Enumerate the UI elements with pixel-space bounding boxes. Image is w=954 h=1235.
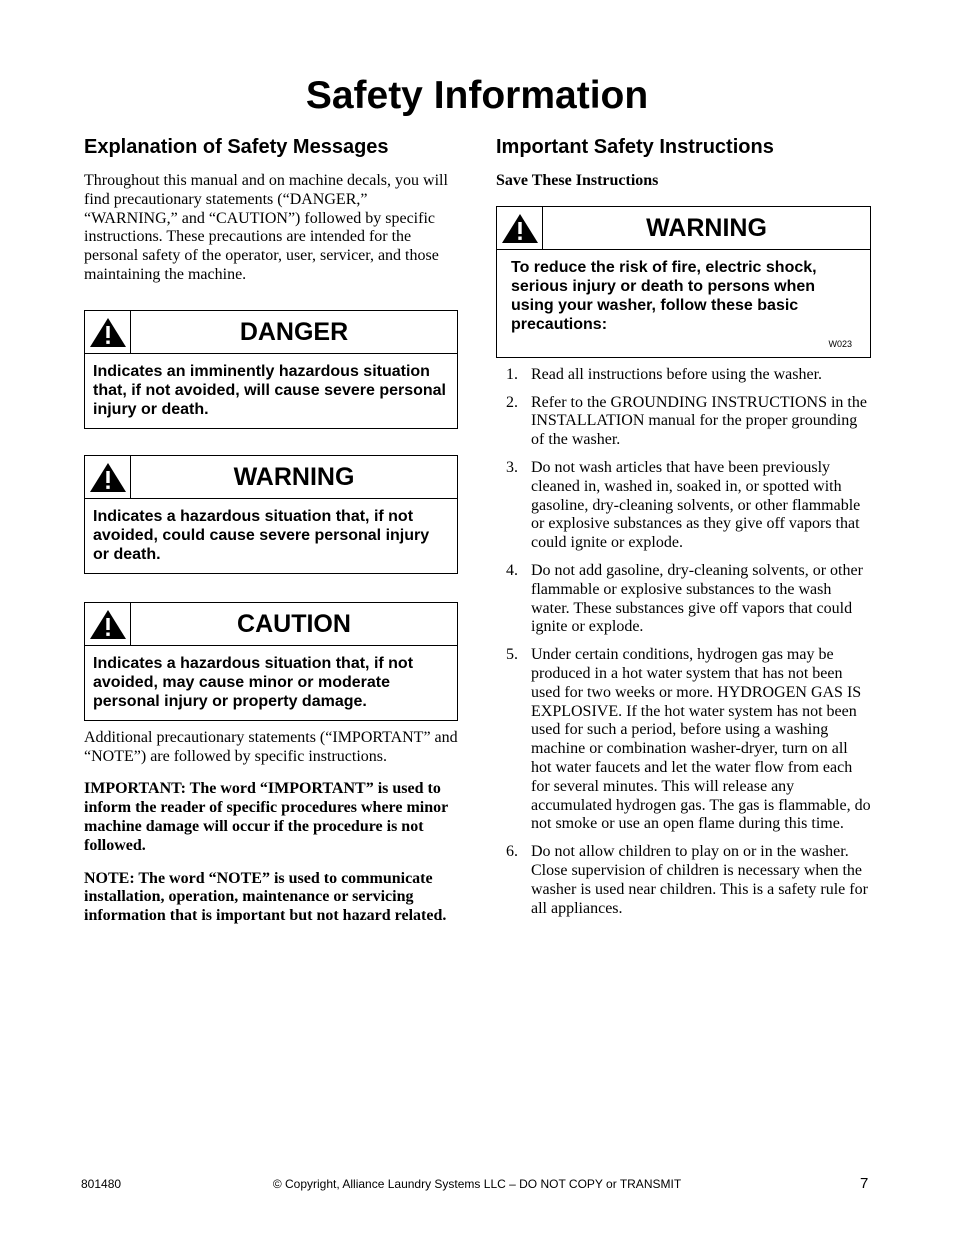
warning-triangle-icon bbox=[501, 212, 539, 244]
danger-text: Indicates an imminently hazardous situation that, if not avoided, will cause severe personal injury or death. bbox=[93, 362, 446, 418]
section-heading-instructions: Important Safety Instructions bbox=[496, 136, 774, 158]
page-number: 7 bbox=[860, 1175, 869, 1192]
right-column bbox=[496, 134, 871, 927]
caution-box bbox=[84, 602, 458, 721]
warning-box bbox=[84, 455, 458, 574]
danger-box bbox=[84, 310, 458, 429]
caution-signal-word: CAUTION bbox=[237, 609, 351, 638]
warning-triangle-icon bbox=[89, 461, 127, 493]
list-item: 4. Do not add gasoline, dry-cleaning solvents, or other flammable or explosive substances to the wash water. These substances give off vapors that could ignite or explode. bbox=[506, 561, 863, 636]
warning-triangle-icon bbox=[89, 316, 127, 348]
important-paragraph: IMPORTANT: The word “IMPORTANT” is used to inform the reader of specific procedures where minor machine damage will occur if the procedure is not followed. bbox=[84, 780, 448, 854]
list-item: 6. Do not allow children to play on or in the washer. Close supervision of children is necessary when the washer is used near children. This is a safety rule for all appliances. bbox=[506, 843, 868, 917]
washer-warning-signal-word: WARNING bbox=[646, 213, 767, 242]
washer-warning-text: To reduce the risk of fire, electric shock, serious injury or death to persons when using your washer, follow these basic precautions: bbox=[511, 258, 817, 333]
list-item: 5. Under certain conditions, hydrogen gas may be produced in a hot water system that has not been used for two weeks or more. HYDROGEN GAS IS EXPLOSIVE. If the hot water system has not been used for such a period, before using a washing machine or combination washer-dryer, turn on all hot water faucets and let the water flow from each for several minutes. This will release any accumulated hydrogen gas. The gas is flammable, do not smoke or use an open flame during this time. bbox=[506, 646, 871, 833]
copyright-notice: © Copyright, Alliance Laundry Systems LLC – DO NOT COPY or TRANSMIT bbox=[272, 1177, 682, 1191]
washer-warning-box bbox=[496, 206, 871, 358]
danger-signal-word: DANGER bbox=[239, 317, 349, 346]
additional-statements-paragraph: Additional precautionary statements (“IMPORTANT” and “NOTE”) are followed by specific instructions. bbox=[84, 728, 458, 765]
warning-code: W023 bbox=[828, 338, 852, 349]
page-title: Safety Information bbox=[305, 74, 649, 117]
caution-text: Indicates a hazardous situation that, if not avoided, may cause minor or moderate personal injury or property damage. bbox=[93, 654, 414, 710]
doc-number: 801480 bbox=[81, 1177, 122, 1191]
list-item: 2. Refer to the GROUNDING INSTRUCTIONS in the INSTALLATION manual for the proper grounding of the washer. bbox=[506, 393, 867, 449]
instructions-list bbox=[496, 366, 871, 919]
left-column bbox=[84, 134, 458, 940]
intro-paragraph: Throughout this manual and on machine decals, you will find precautionary statements (“DANGER,” “WARNING,” and “CAUTION”) followed by specific instructions. These precautions are intended for the personal safety of the operator, user, servicer, and those maintaining the machine. bbox=[84, 172, 448, 283]
save-instructions-subheading: Save These Instructions bbox=[496, 172, 659, 189]
warning-text: Indicates a hazardous situation that, if not avoided, could cause severe personal injury or death. bbox=[93, 507, 430, 563]
list-item: 3. Do not wash articles that have been previously cleaned in, washed in, soaked in, or spotted with gasoline, dry-cleaning solvents, or other flammable or explosive substances as they give off vapors that could ignite or explode. bbox=[506, 458, 861, 552]
section-heading-explanation: Explanation of Safety Messages bbox=[84, 136, 389, 158]
list-item: 1. Read all instructions before using the washer. bbox=[506, 365, 823, 383]
warning-triangle-icon bbox=[89, 608, 127, 640]
note-paragraph: NOTE: The word “NOTE” is used to communicate installation, operation, maintenance or servicing information that is important but not hazard related. bbox=[84, 869, 447, 925]
warning-signal-word: WARNING bbox=[233, 462, 355, 491]
